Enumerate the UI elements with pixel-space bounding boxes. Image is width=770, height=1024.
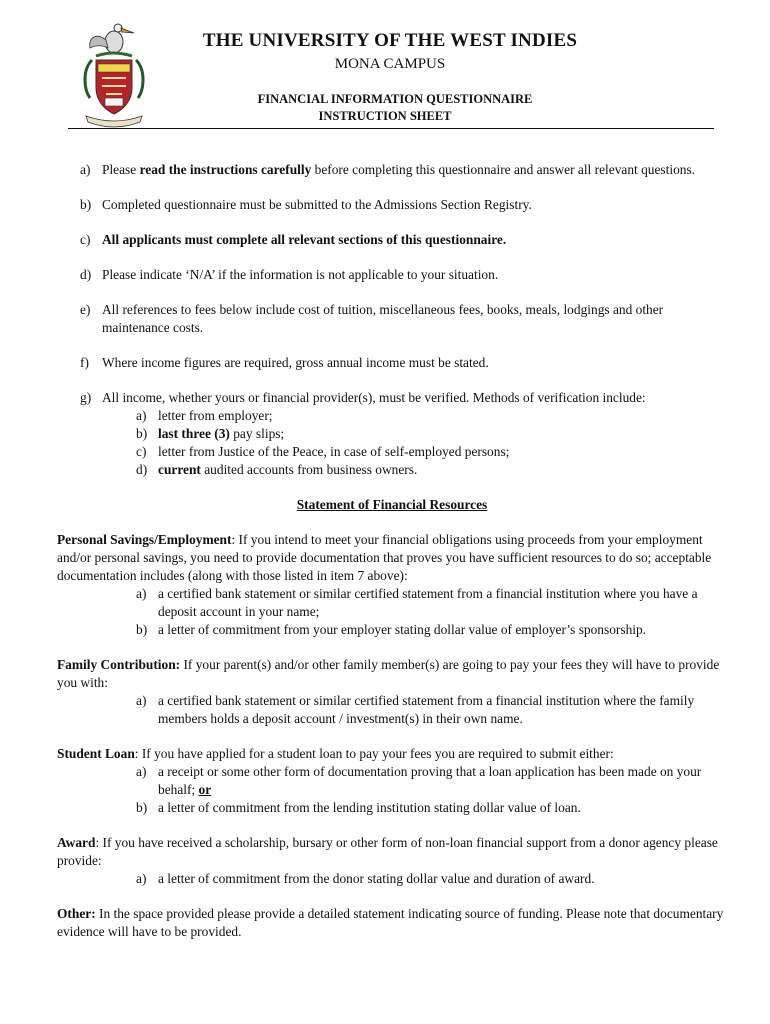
statement-title: Statement of Financial Resources	[296, 497, 488, 512]
savings-section: Personal Savings/Employment: If you intend to meet your financial obligations using proceeds from your employment and/or personal savings, you need to provide documentation that proves you have sufficient resources to do so; acceptable documentation includes (along with those listed in item 7 above):	[57, 532, 712, 583]
university-crest-icon	[78, 20, 150, 130]
family-section: Family Contribution: If your parent(s) and/or other family member(s) are going to pay your fees they will have to provide you with:	[57, 657, 720, 690]
verification-method: b) last three (3) pay slips;	[136, 426, 285, 441]
campus-name: MONA CAMPUS	[334, 56, 446, 72]
instruction-item: f) Where income figures are required, gross annual income must be stated.	[80, 355, 489, 370]
verification-method: a) letter from employer;	[136, 408, 273, 423]
award-requirement: a) a letter of commitment from the donor stating dollar value and duration of award.	[136, 871, 595, 886]
family-requirement: a) a certified bank statement or similar certified statement from a financial institution where the family members holds a deposit account / investment(s) in their own name.	[136, 693, 695, 726]
verification-method: d) current audited accounts from business owners.	[136, 462, 418, 477]
instruction-item: g) All income, whether yours or financial provider(s), must be verified. Methods of verification include:	[80, 390, 646, 405]
document-title: FINANCIAL INFORMATION QUESTIONNAIRE	[257, 92, 533, 106]
instruction-item: b) Completed questionnaire must be submitted to the Admissions Section Registry.	[80, 197, 532, 212]
loan-section: Student Loan: If you have applied for a student loan to pay your fees you are required to submit either:	[57, 746, 614, 761]
loan-requirement: b) a letter of commitment from the lending institution stating dollar value of loan.	[136, 800, 581, 815]
instruction-item: e) All references to fees below include cost of tuition, miscellaneous fees, books, meals, lodgings and other maintenance costs.	[80, 302, 664, 335]
savings-requirement: b) a letter of commitment from your employer stating dollar value of employer’s sponsorship.	[136, 622, 647, 637]
instructions-body	[57, 161, 727, 941]
award-section: Award: If you have received a scholarship, bursary or other form of non-loan financial support from a donor agency please provide:	[57, 835, 718, 868]
other-section: Other: In the space provided please provide a detailed statement indicating source of funding. Please note that documentary evidence will have to be provided.	[57, 906, 724, 939]
savings-requirement: a) a certified bank statement or similar certified statement from a financial institution where you have a deposit account in your name;	[136, 586, 698, 619]
instruction-item: a) Please read the instructions carefully before completing this questionnaire and answer all relevant questions.	[80, 162, 696, 177]
instruction-item: c) All applicants must complete all relevant sections of this questionnaire.	[80, 232, 507, 247]
verification-method: c) letter from Justice of the Peace, in case of self-employed persons;	[136, 444, 510, 459]
loan-requirement: a) a receipt or some other form of documentation proving that a loan application has been made on your behalf; or	[136, 764, 702, 797]
header-divider	[68, 128, 714, 129]
instruction-item: d) Please indicate ‘N/A’ if the information is not applicable to your situation.	[80, 267, 499, 282]
university-name: THE UNIVERSITY OF THE WEST INDIES	[202, 30, 578, 51]
document-subtitle: INSTRUCTION SHEET	[318, 109, 452, 123]
